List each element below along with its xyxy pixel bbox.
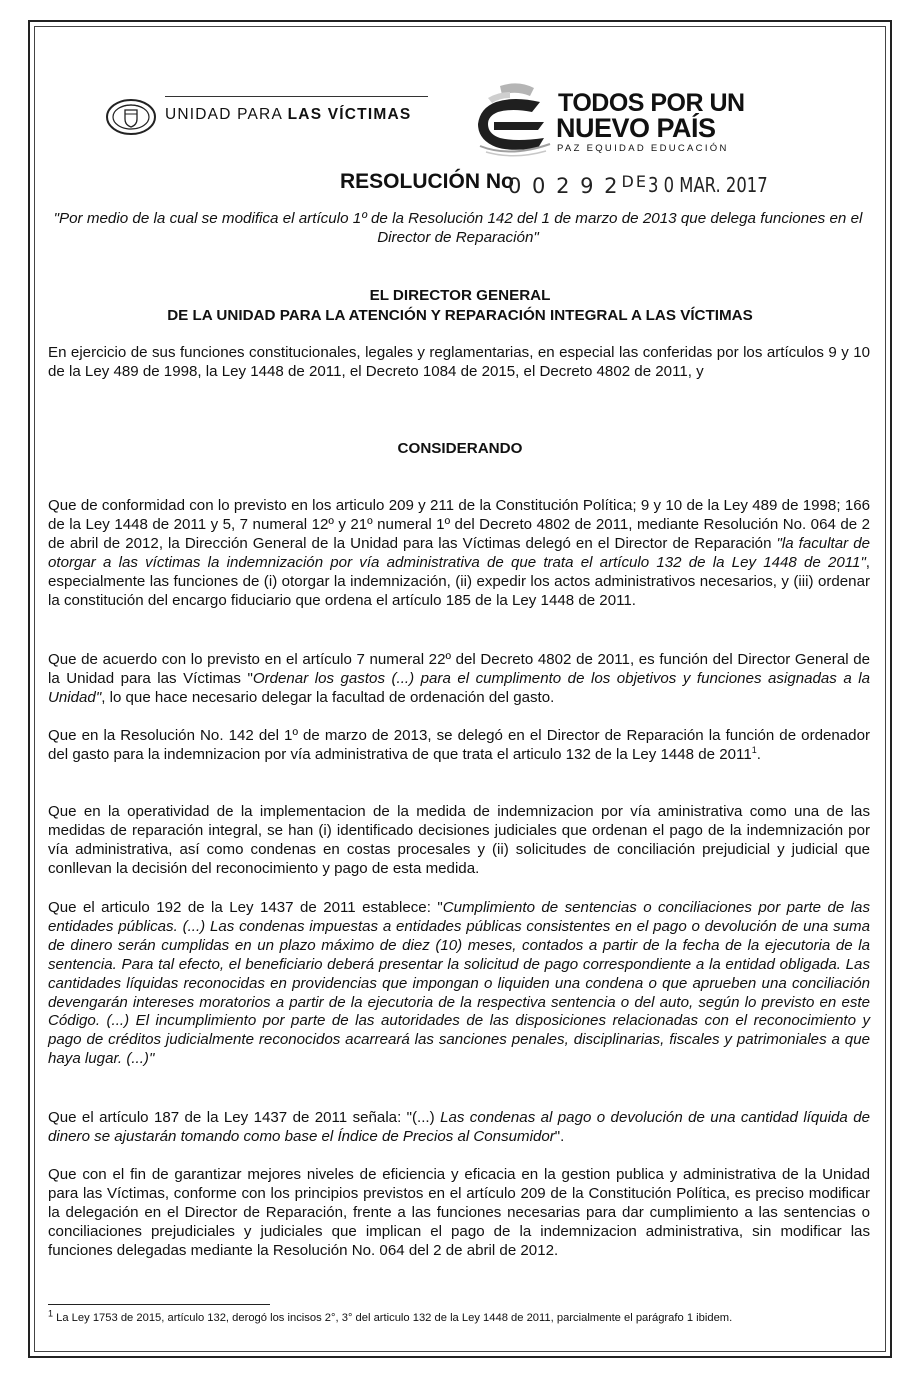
paragraph-1: Que de conformidad con lo previsto en los articulo 209 y 211 de la Constitución Política; 9 y 10 de la Ley 489 de 1998; 166 de la Ley 1448 de 2011 y 5, 7 numeral 12º y 21º numeral 1º del Decreto 4802 de 2011, mediante Resolución No. 064 de 2 de abril de 2012, la Dirección General de la Unidad para las Víctimas delegó en el Director de Reparación "la facultar de otorgar a las víctimas la indemnización por vía administrativa de que trata el artículo 132 de la Ley 1448 de 2011", especialmente las funciones de (i) otorgar la indemnización, (ii) expedir los actos administrativos necesarios, y (iii) ordenar la constitución del encargo fiduciario que ordena el artículo 185 de la Ley 1448 de 2011. xyxy=(48,497,870,609)
paragraph-6: Que el artículo 187 de la Ley 1437 de 2011 señala: "(...) Las condenas al pago o devolución de una cantidad líquida de dinero se ajustarán tomando como base el Índice de Precios al Consumidor". xyxy=(48,1109,870,1145)
coat-of-arms-seal-icon xyxy=(105,98,157,136)
footnote-separator xyxy=(48,1304,270,1305)
resolution-label: RESOLUCIÓN No xyxy=(340,170,514,193)
header-rule xyxy=(165,96,428,97)
resolution-date-stamp: 3 0 MAR. 2017 xyxy=(648,173,768,197)
paragraph-4: Que en la operatividad de la implementacion de la medida de indemnizacion por vía aministrativa como una de las medidas de reparación integral, se han (i) identificado decisiones judiciales que ordenan el pago de la indemnización por vía administrativa, así como condenas en costas procesales y (ii) solicitudes de conciliación prejudicial y judicial que conllevan la decisión del reconocimiento y pago de esta medida. xyxy=(48,803,870,877)
authority-title: EL DIRECTOR GENERAL xyxy=(369,287,551,304)
footnote: $^1$ La Ley 1753 de 2015, artículo 132, derogó los incisos 2°, 3° del articulo 132 de la Ley 1448 de 2011, parcialmente el parágrafo 1 ibidem. xyxy=(48,1308,733,1324)
powers-paragraph: En ejercicio de sus funciones constitucionales, legales y reglamentarias, en especial las conferidas por los artículos 9 y 10 de la Ley 489 de 1998, la Ley 1448 de 2011, el Decreto 1084 de 2015, el Decreto 4802 de 2011, y xyxy=(48,344,870,380)
resolution-number-stamp: 0 0 2 9 2 $^{DE}$ xyxy=(508,172,648,198)
paragraph-5: Que el articulo 192 de la Ley 1437 de 2011 establece: "Cumplimiento de sentencias o conciliaciones por parte de las entidades públicas. (...) Las condenas impuestas a entidades públicas consistentes en el pago o devolución de una suma de dinero serán cumplidas en un plazo máximo de diez (10) meses, contados a partir de la fecha de la ejecutoria de la sentencia. Para tal efecto, el beneficiario deberá presentar la solicitud de pago correspondiente a la entidad obligada. Las cantidades líquidas reconocidas en providencias que impongan o liquiden una condena o que aprueben una conciliación devengarán intereses moratorios a partir de la ejecutoria de la respectiva sentencia o del auto, según lo previsto en este Código. (...) El incumplimiento por parte de las autoridades de las disposiciones relacionadas con el reconocimiento y pago de créditos judicialmente reconocidos acarreará las sanciones penales, disciplinarias, fiscales y patrimoniales a que haya lugar. (...)" xyxy=(48,899,870,1068)
slogan-line-3: PAZ EQUIDAD EDUCACIÓN xyxy=(557,143,729,154)
slogan-line-1: TODOS POR UN xyxy=(558,89,745,117)
slogan-line-2: NUEVO PAÍS xyxy=(556,113,716,143)
paragraph-2: Que de acuerdo con lo previsto en el artículo 7 numeral 22º del Decreto 4802 de 2011, es función del Director General de la Unidad para las Víctimas "Ordenar los gastos (...) para el cumplimento de los objetivos y funciones asignadas a la Unidad", lo que hace necesario delegar la facultad de ordenación del gasto. xyxy=(48,651,870,706)
organization-name: UNIDAD PARA LAS VÍCTIMAS xyxy=(165,106,412,123)
government-logo-icon xyxy=(470,78,560,162)
authority-subtitle: DE LA UNIDAD PARA LA ATENCIÓN Y REPARACIÓN INTEGRAL A LAS VÍCTIMAS xyxy=(167,307,753,324)
paragraph-3: Que en la Resolución No. 142 del 1º de marzo de 2013, se delegó en el Director de Reparación la función de ordenador del gasto para la indemnizacion por vía administrativa de que trata el articulo 132 de la Ley 1448 de 2011$^1$. xyxy=(48,727,870,763)
paragraph-7: Que con el fin de garantizar mejores niveles de eficiencia y eficacia en la gestion publica y administrativa de la Unidad para las Víctimas, conforme con los principios previstos en el artículo 209 de la Constitución Política, es preciso modificar la delegación en el Director de Reparación, frente a las funciones necesarias para dar cumplimiento a las sentencias o conciliaciones prejudiciales y judiciales que implican el pago de la indemnizacion administrativa, sin modificar las funciones delegadas mediante la Resolución No. 064 del 2 de abril de 2012. xyxy=(48,1166,870,1259)
considerando-heading: CONSIDERANDO xyxy=(397,440,523,457)
resolution-subject: "Por medio de la cual se modifica el artículo 1º de la Resolución 142 del 1 de marzo de 2013 que delega funciones en el Director de Reparación" xyxy=(53,210,863,246)
